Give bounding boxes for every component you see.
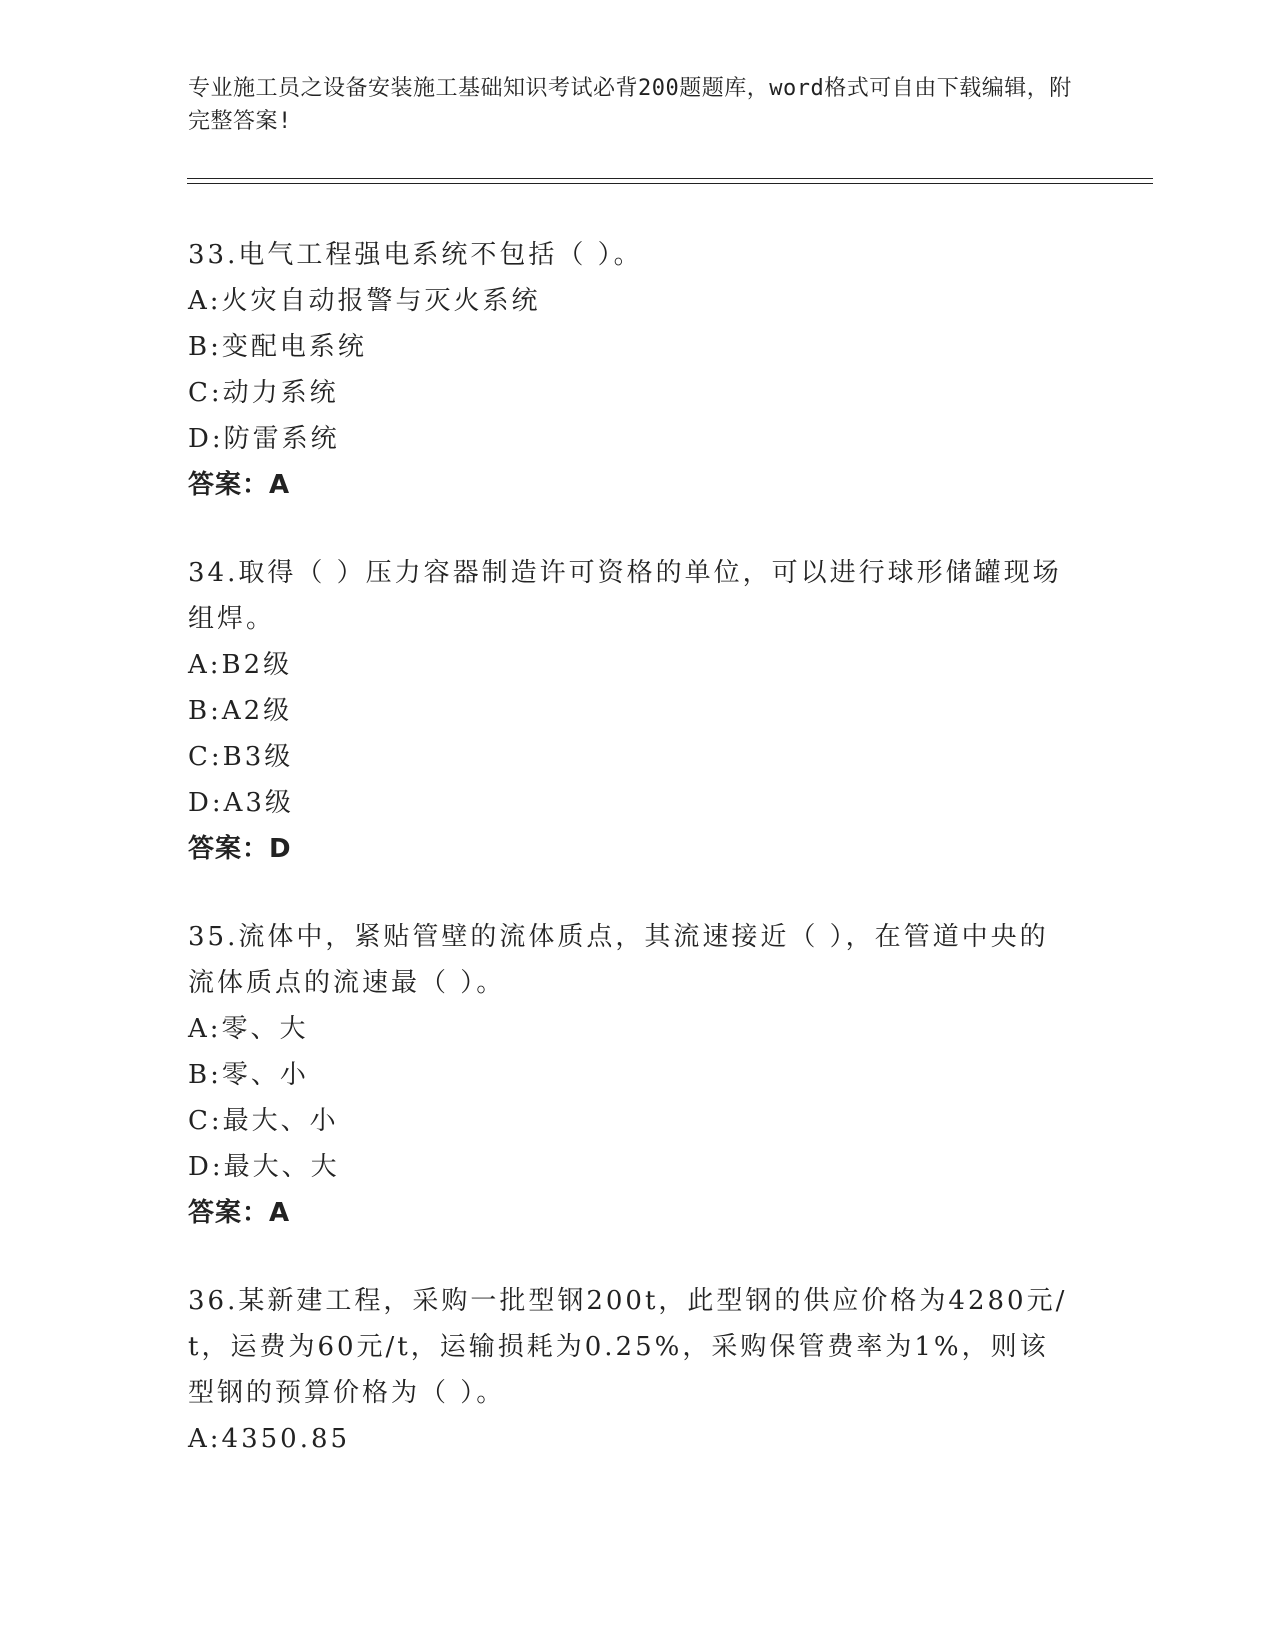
option-b: B:变配电系统 (188, 332, 367, 362)
question-stem: 35.流体中，紧贴管壁的流体质点，其流速接近（ ），在管道中央的流体质点的流速最（ ）。 (188, 922, 1049, 998)
question-35 (188, 914, 1068, 1236)
option-c: C:B3级 (188, 742, 294, 772)
document-header: 专业施工员之设备安装施工基础知识考试必背200题题库，word格式可自由下载编辑，附完整答案! (188, 76, 1072, 134)
answer: 答案：A (188, 1198, 291, 1228)
option-a: A:4350.85 (188, 1424, 351, 1454)
header-rule-bottom (187, 183, 1153, 184)
question-33 (188, 232, 1068, 508)
answer: 答案：A (188, 470, 291, 500)
question-stem: 33.电气工程强电系统不包括（ ）。 (188, 240, 643, 270)
option-a: A:B2级 (188, 650, 293, 680)
question-36 (188, 1278, 1068, 1462)
question-stem: 36.某新建工程，采购一批型钢200t，此型钢的供应价格为4280元/t，运费为60元/t，运输损耗为0.25%，采购保管费率为1%，则该型钢的预算价格为（ ）。 (188, 1286, 1068, 1408)
header-rule-top (187, 178, 1153, 179)
option-d: D:A3级 (188, 788, 294, 818)
question-34 (188, 550, 1068, 872)
option-c: C:动力系统 (188, 378, 339, 408)
option-a: A:零、大 (188, 1014, 309, 1044)
option-b: B:零、小 (188, 1060, 309, 1090)
question-list (188, 232, 1068, 1462)
option-d: D:防雷系统 (188, 424, 340, 454)
option-c: C:最大、小 (188, 1106, 339, 1136)
answer: 答案：D (188, 834, 292, 864)
question-stem: 34.取得（ ）压力容器制造许可资格的单位，可以进行球形储罐现场组焊。 (188, 558, 1062, 634)
option-d: D:最大、大 (188, 1152, 340, 1182)
option-b: B:A2级 (188, 696, 293, 726)
option-a: A:火灾自动报警与灭火系统 (188, 286, 541, 316)
